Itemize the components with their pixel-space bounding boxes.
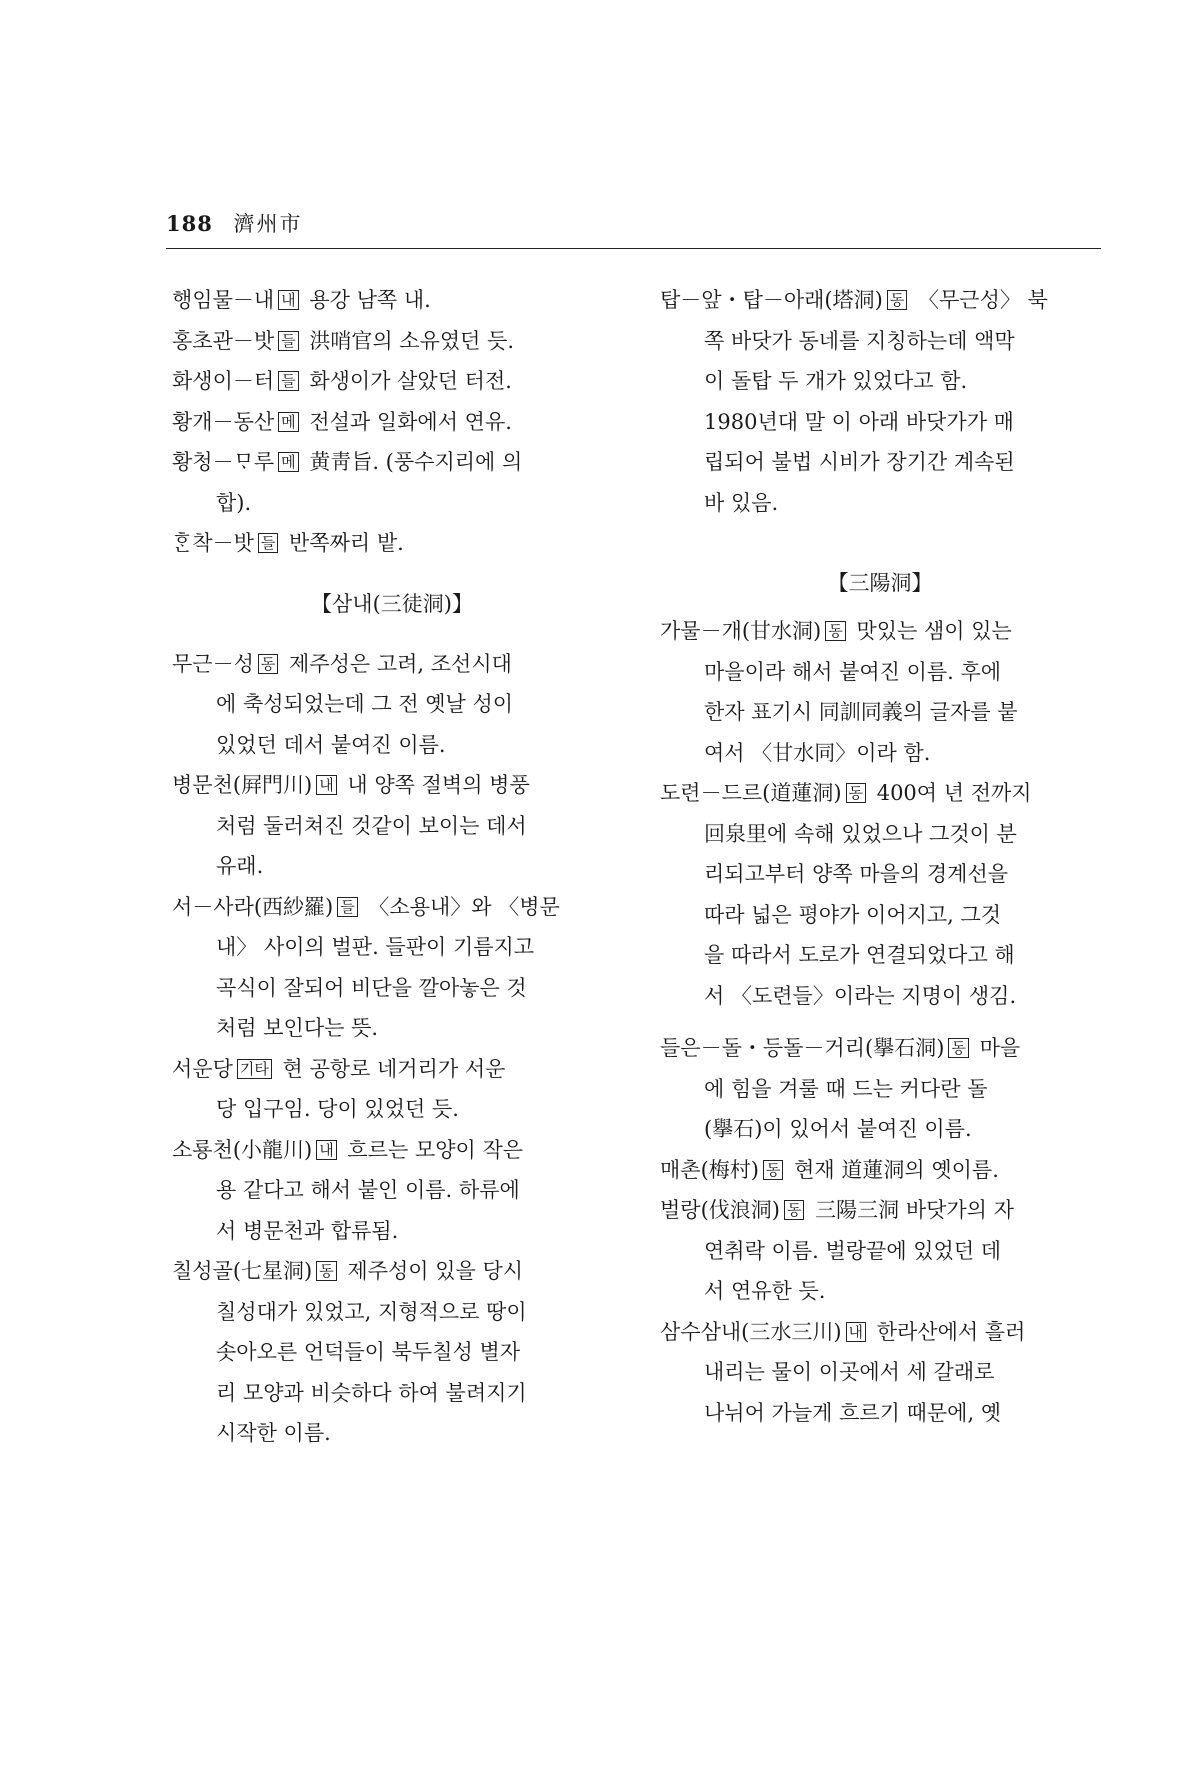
entry-term: 칠성골(七星洞): [172, 1259, 313, 1283]
entry-continuation: (擧石)이 있어서 붙여진 이름.: [704, 1117, 972, 1141]
category-badge: 동: [316, 1261, 337, 1281]
entry-description: 반쪽짜리 밭.: [282, 531, 404, 555]
category-badge: 메: [278, 412, 299, 432]
gazetteer-entry: [660, 280, 1100, 523]
category-badge: 동: [825, 621, 846, 641]
section-heading: 【三陽洞】: [827, 571, 933, 595]
left-entries-bottom: [172, 644, 612, 1454]
left-column: [172, 280, 612, 1454]
entry-term: 가물－개(甘水洞): [660, 619, 822, 643]
entry-continuation: 시작한 이름.: [216, 1421, 331, 1445]
entry-description: 화생이가 살았던 터전.: [302, 369, 512, 393]
gazetteer-entry: [172, 523, 612, 564]
entry-description: 黄靑旨. (풍수지리에 의: [302, 450, 523, 474]
entry-continuation: 유래.: [216, 854, 264, 878]
entry-description: 마을: [972, 1036, 1021, 1060]
entry-continuation: 쪽 바닷가 동네를 지칭하는데 액막: [704, 328, 1015, 353]
entry-description: 한라산에서 흘러: [870, 1319, 1026, 1344]
entry-term: 서운당: [172, 1056, 233, 1081]
category-badge: 내: [278, 290, 299, 310]
entry-description: 三陽三洞 바닷가의 자: [808, 1198, 1014, 1222]
entry-continuation: 곡식이 잘되어 비단을 깔아놓은 것: [216, 975, 527, 1000]
category-badge: 들: [258, 533, 279, 553]
entry-continuation: 처럼 둘러쳐진 것같이 보이는 데서: [216, 813, 527, 838]
entry-description: 〈무근성〉 북: [911, 288, 1048, 312]
entry-continuation: 에 축성되었는데 그 전 옛날 성이: [216, 692, 514, 716]
entry-first-line: [172, 280, 612, 321]
entry-description: 제주성은 고려, 조선시대: [282, 651, 512, 676]
entry-continuation: 합).: [216, 490, 252, 515]
entry-term: ᄒᆞᆫ착－밧: [172, 531, 254, 555]
entry-description: 흐르는 모양이 작은: [340, 1137, 524, 1162]
entry-term: 무근－성: [172, 651, 254, 676]
gazetteer-entry: [172, 1049, 612, 1130]
entry-description: 제주성이 있을 당시: [340, 1259, 524, 1283]
gazetteer-entry: [660, 1150, 1100, 1191]
entry-continuation: 나뉘어 가늘게 흐르기 때문에, 옛: [704, 1400, 1002, 1425]
gazetteer-entry: [172, 280, 612, 321]
entry-first-line: [172, 765, 612, 806]
entry-term: 매촌(梅村): [660, 1157, 759, 1182]
header-rule: [166, 248, 1101, 249]
entry-continuation: 리 모양과 비슷하다 하여 불려지기: [216, 1380, 527, 1405]
entry-first-line: [172, 442, 612, 483]
category-badge: 동: [763, 1160, 784, 1180]
entry-first-line: [660, 1150, 1100, 1191]
gazetteer-entry: [172, 442, 612, 523]
entry-first-line: [172, 1130, 612, 1171]
entry-term: 화생이－터: [172, 369, 275, 393]
category-badge: 내: [846, 1322, 867, 1342]
category-badge: 동: [784, 1200, 805, 1220]
category-badge: 동: [948, 1038, 969, 1058]
gazetteer-entry: [660, 611, 1100, 773]
entry-term: 황개－동산: [172, 409, 275, 434]
entry-first-line: [660, 1312, 1100, 1353]
entry-continuation: 있었던 데서 붙여진 이름.: [216, 732, 446, 757]
entry-description: 내 양쪽 절벽의 병풍: [340, 773, 530, 797]
entry-description: 현재 道蓮洞의 옛이름.: [787, 1157, 999, 1182]
entry-first-line: [660, 773, 1100, 814]
entry-continuation: 솟아오른 언덕들이 북두칠성 별자: [216, 1340, 521, 1364]
entry-term: 탑－앞・탑－아래(塔洞): [660, 288, 883, 312]
right-column: [660, 280, 1100, 1433]
entry-term: 병문천(屛門川): [172, 773, 313, 797]
entry-description: 용강 남쪽 내.: [302, 288, 431, 312]
entry-first-line: [172, 523, 612, 564]
entry-continuation: 연취락 이름. 벌랑끝에 있었던 데: [704, 1238, 1002, 1263]
gazetteer-entry: [172, 1130, 612, 1252]
category-badge: 동: [887, 290, 908, 310]
entry-continuation: 내〉 사이의 벌판. 들판이 기름지고: [216, 935, 535, 959]
page-number: 188: [166, 211, 213, 236]
gazetteer-entry: [172, 1251, 612, 1454]
page-header: [166, 208, 303, 238]
category-badge: 동: [846, 783, 867, 803]
gazetteer-entry: [660, 773, 1100, 1016]
category-badge: 들: [278, 371, 299, 391]
gazetteer-entry: [660, 1312, 1100, 1434]
entry-term: 서－사라(西紗羅): [172, 894, 334, 919]
category-badge: 내: [316, 775, 337, 795]
entry-description: 맛있는 샘이 있는: [849, 619, 1012, 643]
category-badge: 동: [258, 654, 279, 674]
gazetteer-entry: [172, 644, 612, 766]
gazetteer-entry: [172, 361, 612, 402]
category-badge: 메: [278, 452, 299, 472]
gazetteer-entry: [660, 1028, 1100, 1150]
entry-description: 전설과 일화에서 연유.: [302, 409, 512, 434]
category-badge: 들: [337, 897, 358, 917]
entry-first-line: [172, 887, 612, 928]
entry-continuation: 여서 〈甘水同〉이라 함.: [704, 740, 931, 765]
entry-continuation: 용 같다고 해서 붙인 이름. 하류에: [216, 1178, 520, 1202]
entry-continuation: 마을이라 해서 붙여진 이름. 후에: [704, 659, 1002, 684]
entry-term: 홍초관－밧: [172, 328, 275, 353]
category-badge: 기타: [237, 1059, 272, 1079]
entry-continuation: 回泉里에 속해 있었으나 그것이 분: [704, 821, 1017, 846]
entry-first-line: [172, 1251, 612, 1292]
entry-continuation: 립되어 불법 시비가 장기간 계속된: [704, 450, 1015, 474]
left-entries-top: [172, 280, 612, 564]
entry-description: 〈소용내〉와 〈병문: [361, 894, 560, 919]
entry-continuation: 칠성대가 있었고, 지형적으로 땅이: [216, 1299, 527, 1324]
entry-term: 들은－돌・등돌－거리(擧石洞): [660, 1036, 945, 1060]
entry-description: 400여 년 전까지: [870, 781, 1032, 805]
entry-continuation: 을 따라서 도로가 연결되었다고 해: [704, 943, 1015, 967]
entry-description: 현 공항로 네거리가 서운: [275, 1056, 506, 1081]
entry-continuation: 당 입구임. 당이 있었던 듯.: [216, 1097, 459, 1121]
entry-description: 洪哨官의 소유였던 듯.: [302, 328, 515, 353]
running-title: 濟州市: [233, 212, 303, 236]
gazetteer-entry: [660, 1190, 1100, 1312]
entry-term: 소룡천(小龍川): [172, 1137, 313, 1162]
entry-first-line: [660, 280, 1100, 321]
entry-continuation: 1980년대 말 이 아래 바닷가가 매: [704, 409, 1014, 434]
category-badge: 내: [316, 1140, 337, 1160]
entry-first-line: [660, 611, 1100, 652]
entry-first-line: [172, 644, 612, 685]
entry-term: 도련－드르(道蓮洞): [660, 781, 842, 805]
entry-term: 황청－ᄆᆞ루: [172, 450, 275, 474]
entry-term: 벌랑(伐浪洞): [660, 1198, 780, 1222]
entry-continuation: 서 〈도련들〉이라는 지명이 생김.: [704, 983, 1017, 1008]
right-entries-top: [660, 280, 1100, 523]
entry-continuation: 이 돌탑 두 개가 있었다고 함.: [704, 369, 968, 393]
gazetteer-entry: [172, 321, 612, 362]
entry-first-line: [172, 1049, 612, 1090]
entry-continuation: 리되고부터 양쪽 마을의 경계선을: [704, 862, 1009, 886]
entry-continuation: 서 병문천과 합류됨.: [216, 1218, 399, 1243]
right-entries-bottom: [660, 611, 1100, 1433]
section-heading: 【삼내(三徒洞)】: [311, 591, 473, 616]
entry-first-line: [172, 321, 612, 362]
entry-first-line: [172, 361, 612, 402]
gazetteer-entry: [172, 765, 612, 887]
entry-term: 행임물－내: [172, 288, 275, 312]
entry-first-line: [660, 1190, 1100, 1231]
gazetteer-entry: [172, 887, 612, 1049]
entry-continuation: 처럼 보인다는 뜻.: [216, 1016, 379, 1040]
entry-continuation: 따라 넓은 평야가 이어지고, 그것: [704, 902, 1002, 927]
entry-continuation: 바 있음.: [704, 490, 779, 515]
entry-term: 삼수삼내(三水三川): [660, 1319, 842, 1344]
entry-continuation: 서 연유한 듯.: [704, 1279, 826, 1303]
entry-continuation: 한자 표기시 同訓同義의 글자를 붙: [704, 700, 1018, 724]
category-badge: 들: [278, 331, 299, 351]
entry-first-line: [660, 1028, 1100, 1069]
entry-continuation: 내리는 물이 이곳에서 세 갈래로: [704, 1360, 995, 1384]
entry-first-line: [172, 402, 612, 443]
gazetteer-entry: [172, 402, 612, 443]
entry-continuation: 에 힘을 겨룰 때 드는 커다란 돌: [704, 1076, 988, 1101]
